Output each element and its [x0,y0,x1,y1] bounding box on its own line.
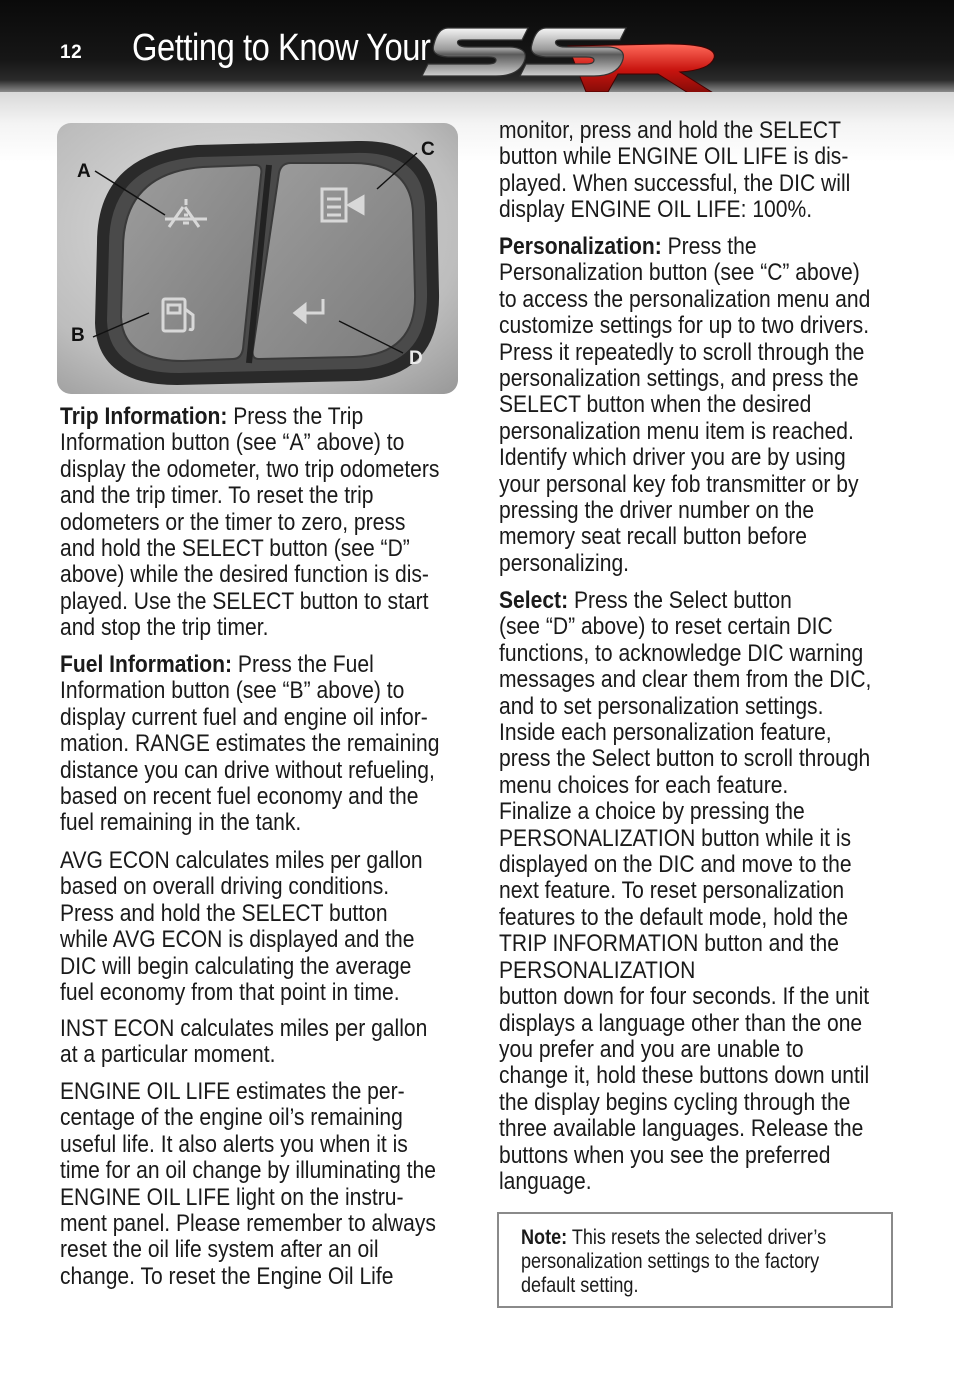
text-line: based on overall driving conditions. [60,873,390,901]
ssr-logo [418,16,763,100]
text-line: default setting. [521,1274,639,1297]
text-line: Press the Trip [227,403,364,430]
text-line: INST ECON calculates miles per gallon [60,1015,428,1042]
text-line: time for an oil change by illuminating the [60,1157,436,1185]
text-line: played. When successful, the DIC will [499,169,851,197]
text-line: personalizing. [499,549,630,577]
text-line: personalization settings, and press the [499,365,859,393]
page-number: 12 [60,42,83,63]
lead-label: Select: [499,587,569,614]
text-line: PERSONALIZATION [499,956,696,984]
text-line: based on recent fuel economy and the [60,783,419,811]
text-line: above) while the desired function is dis- [60,561,429,589]
text-line: display the odometer, two trip odometers [60,455,440,483]
text-line: Finalize a choice by pressing the [499,798,805,826]
avg-econ-paragraph [60,848,423,1006]
text-line: and the trip timer. To reset the trip [60,482,374,510]
text-line: at a particular moment. [60,1041,276,1069]
page-title: Getting to Know Your [132,27,431,69]
text-line: change. To reset the Engine Oil Life [60,1262,394,1290]
callout-d: D [409,348,423,369]
engine-oil-life-paragraph [60,1079,436,1290]
note-box [497,1212,893,1308]
text-line: button while ENGINE OIL LIFE is dis- [499,143,849,171]
text-line: ment panel. Please remember to always [60,1210,436,1238]
text-line: press the Select button to scroll through [499,745,871,773]
trip-information-paragraph [60,404,439,642]
text-line: Information button (see “B” above) to [60,677,405,705]
personalization-paragraph [499,234,870,577]
text-line: fuel economy from that point in time. [60,979,400,1007]
text-line: Personalization button (see “C” above) [499,259,860,287]
text-line: ENGINE OIL LIFE estimates the per- [60,1078,405,1105]
text-line: centage of the engine oil’s remaining [60,1104,403,1132]
text-line: button down for four seconds. If the unit [499,983,870,1011]
text-line: fuel remaining in the tank. [60,809,302,837]
text-line: Press it repeatedly to scroll through the [499,338,865,366]
text-line: useful life. It also alerts you when it is [60,1130,408,1158]
text-line: Identify which driver you are by using [499,444,846,472]
text-line: menu choices for each feature. [499,771,789,799]
fuel-information-paragraph [60,652,439,837]
text-line: display ENGINE OIL LIFE: 100%. [499,196,813,224]
text-line: reset the oil life system after an oil [60,1236,379,1264]
callout-b: B [71,325,85,346]
text-line: messages and clear them from the DIC, [499,666,872,694]
text-line: TRIP INFORMATION button and the [499,930,839,958]
text-line: three available languages. Release the [499,1115,864,1143]
text-line: language. [499,1167,592,1195]
note-text [521,1226,826,1298]
inst-econ-paragraph [60,1016,427,1069]
text-line: next feature. To reset personalization [499,877,845,905]
text-line: monitor, press and hold the SELECT [499,117,841,144]
text-line: the display begins cycling through the [499,1088,851,1116]
text-line: and hold the SELECT button (see “D” [60,535,410,563]
text-line: AVG ECON calculates miles per gallon [60,847,423,874]
text-line: functions, to acknowledge DIC warning [499,639,864,667]
text-line: PERSONALIZATION button while it is [499,824,852,852]
text-line: displayed on the DIC and move to the [499,851,852,879]
note-label: Note: [521,1226,568,1249]
text-line: you prefer and you are unable to [499,1035,804,1063]
text-line: Press the Select button [568,587,792,614]
select-paragraph [499,588,871,1195]
text-line: buttons when you see the preferred [499,1141,831,1169]
text-line: Press and hold the SELECT button [60,899,388,927]
text-line: memory seat recall button before [499,523,808,551]
callout-c: C [421,139,435,160]
lead-label: Trip Information: [60,403,228,430]
text-line: This resets the selected driver’s [567,1226,827,1249]
text-line: Inside each personalization feature, [499,719,832,747]
text-line: personalization settings to the factory [521,1250,820,1273]
text-line: personalization menu item is reached. [499,417,854,445]
callout-a: A [77,161,91,182]
lead-label: Fuel Information: [60,651,233,678]
lead-label: Personalization: [499,233,662,260]
text-line: odometers or the timer to zero, press [60,508,406,536]
text-line: pressing the driver number on the [499,497,815,525]
page-header [0,0,954,100]
text-line: display current fuel and engine oil infor- [60,703,428,731]
text-line: DIC will begin calculating the average [60,952,412,980]
oil-life-continued-paragraph [499,118,850,224]
steering-wheel-controls-photo [57,123,458,394]
text-line: change it, hold these buttons down until [499,1062,870,1090]
text-line: displays a language other than the one [499,1009,863,1037]
text-line: your personal key fob transmitter or by [499,470,859,498]
text-line: while AVG ECON is displayed and the [60,926,415,954]
text-line: SELECT button when the desired [499,391,812,419]
text-line: ENGINE OIL LIFE light on the instru- [60,1183,404,1211]
text-line: distance you can drive without refueling, [60,756,435,784]
text-line: played. Use the SELECT button to start [60,587,429,615]
text-line: customize settings for up to two drivers. [499,312,870,340]
text-line: and stop the trip timer. [60,614,269,642]
text-line: and to set personalization settings. [499,692,824,720]
text-line: features to the default mode, hold the [499,903,849,931]
text-line: Press the Fuel [232,651,374,678]
text-line: Press the [661,233,757,260]
text-line: (see “D” above) to reset certain DIC [499,613,833,641]
text-line: to access the personalization menu and [499,285,871,313]
text-line: mation. RANGE estimates the remaining [60,730,440,758]
text-line: Information button (see “A” above) to [60,429,405,457]
